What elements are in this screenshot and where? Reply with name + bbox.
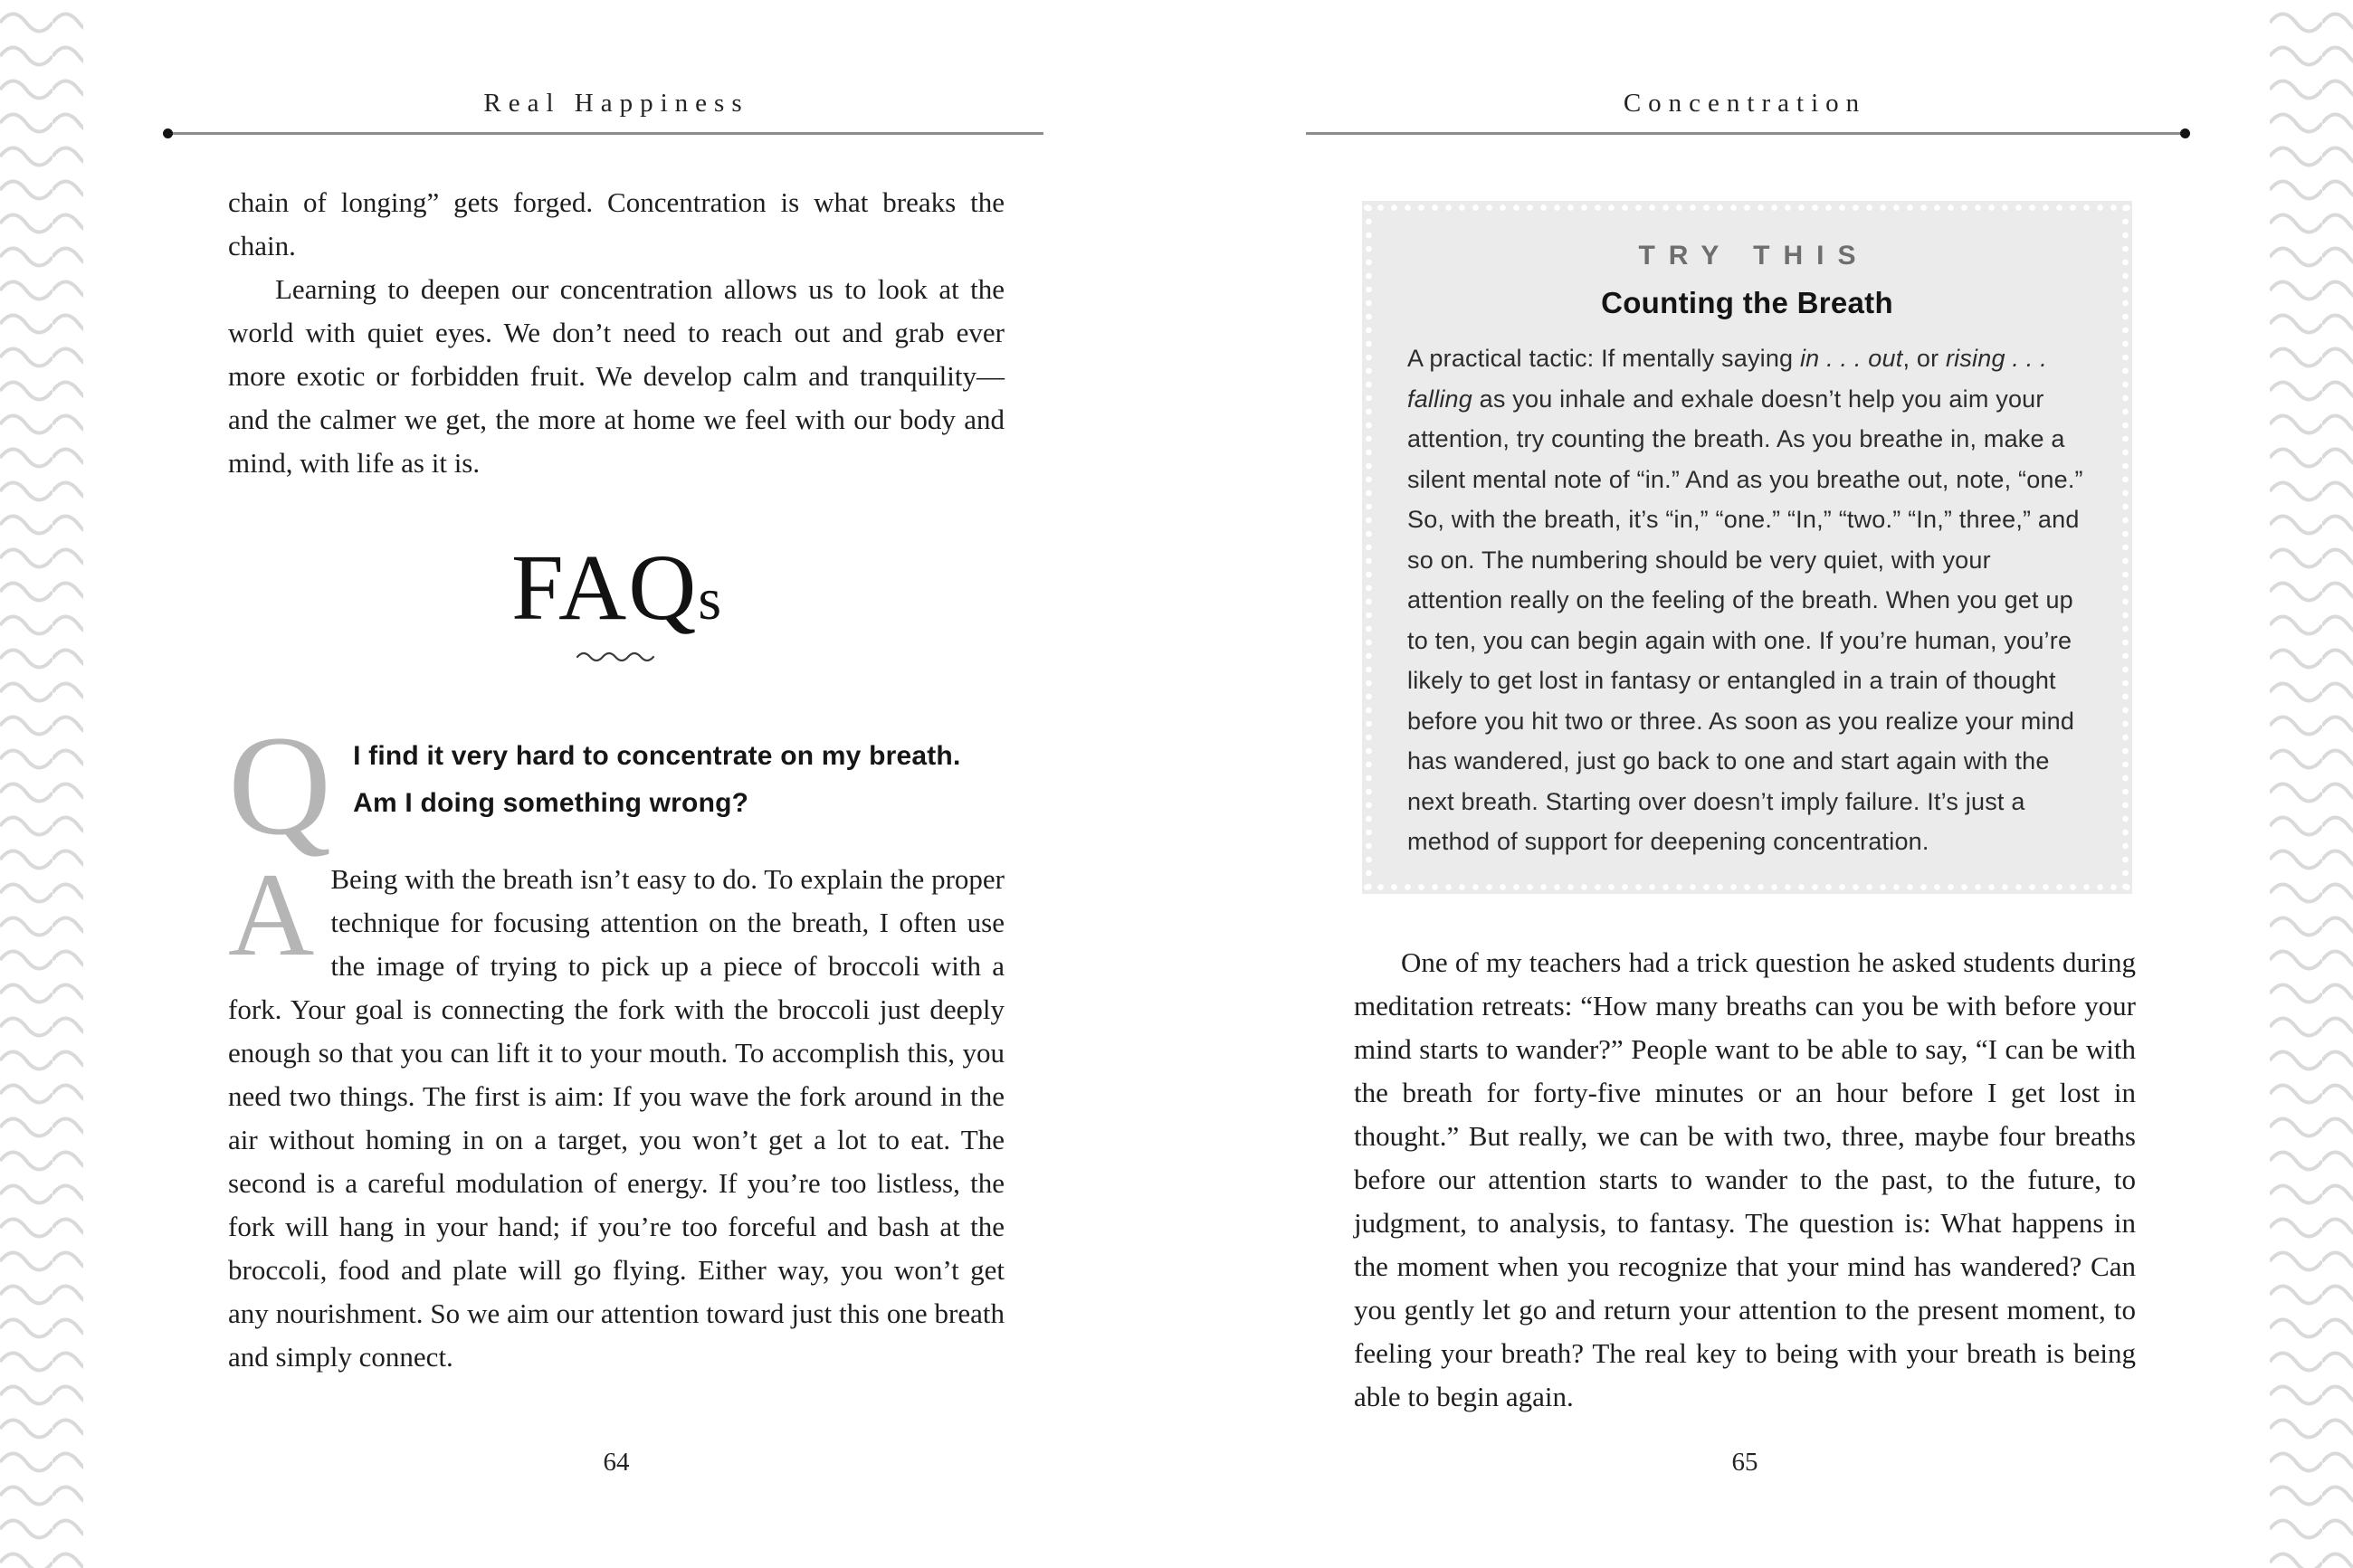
try-this-content [1362,201,2132,862]
box-dotted-border-left [1362,201,1376,894]
running-header-right: Concentration [1623,89,1867,118]
wave-pattern-svg-left [0,0,83,1568]
answer-drop-cap: A [228,848,315,981]
left-page-body [228,181,1005,485]
question-line-2: Am I doing something wrong? [353,788,749,818]
page-edge-wave-pattern-right [2270,0,2353,1568]
try-this-body: A practical tactic: If mentally saying in . . . out, or rising . . . falling as you inhale and exhale doesn’t help you aim your attention, try counting the breath. As you breathe in, make a silent mental note of “in.” And as you breathe out, note, “one.” So, with the breath, it’s “in,” “one.” “In,” “two.” “In,” three,” and so on. The numbering should be very quiet, with your attention really on the feeling of the breath. When you get up to ten, you can begin again with one. If you’re human, you’re likely to get lost in fantasy or entangled in a train of thought before you hit two or three. As soon as you realize your mind has wandered, just go back to one and start again with the next breath. Starting over doesn’t imply failure. It’s just a method of support for deepening concentration. [1407,345,2083,855]
box-dotted-border-top [1362,201,2132,214]
question-text [353,720,960,851]
page-number-left: 64 [603,1448,630,1477]
right-page [1176,0,2270,1568]
try-this-title: Counting the Breath [1601,286,1893,319]
paragraph-teachers: One of my teachers had a trick question he asked students during meditation retreats: “How many breaths can you be with before your mind starts to wander?” People want to be able to say, “I can be with the breath for forty-five minutes or an hour before I get lost in thought.” But really, we can be with two, three, maybe four breaths before our attention starts to wander to the past, to the future, to judgment, to analysis, to fantasy. The question is: What happens in the moment when you recognize that your mind has wandered? Can you gently let go and return your attention to the present moment, to feeling your breath? The real key to being with your breath is being able to begin again. [1354,946,2136,1412]
question-drop-cap: Q [228,707,332,865]
faq-heading-text: FAQ [510,536,699,640]
rule-end-dot-right [2180,128,2190,138]
right-page-body [1354,941,2136,1419]
rule-end-dot-left [163,128,173,138]
answer-text: Being with the breath isn’t easy to do. To explain the proper technique for focusing attention on the breath, I often use the image of trying to pick up a piece of broccoli with a fork. Your goal is connecting the fork with the broccoli just deeply enough so that you can lift it to your mouth. To accomplish this, you need two things. The first is aim: If you wave the fork around in the air without homing in on a target, you won’t get a lot to eat. The second is a careful modulation of energy. If you’re too listless, the fork will hang in your hand; if you’re too forceful and bash at the broccoli, food and plate will go flying. Either way, you won’t get any nourishment. So we aim our attention toward just this one breath and simply connect. [228,863,1005,1373]
left-page [83,0,1176,1568]
wave-pattern-svg-right [2270,0,2353,1568]
answer-paragraph [228,848,1005,1379]
paragraph-learning: Learning to deepen our concentration allows us to look at the world with quiet eyes. We don’t need to reach out and grab ever more exotic or forbidden fruit. We develop calm and tranquility—and the calmer we get, the more at home we feel with our body and mind, with life as it is. [228,273,1005,479]
squiggle-ornament [575,648,658,662]
paragraph-continuation: chain of longing” gets forged. Concentration is what breaks the chain. [228,186,1005,261]
page-number-right: 65 [1731,1448,1758,1477]
box-dotted-border-bottom [1362,880,2132,894]
faq-heading-small-s: s [698,566,722,632]
try-this-label: TRY THIS [1638,241,1870,271]
header-rule-right [1306,132,2187,135]
try-this-box [1362,201,2132,894]
page-edge-wave-pattern-left [0,0,83,1568]
box-dotted-border-right [2119,201,2132,894]
running-header-left: Real Happiness [483,89,749,118]
faq-section-heading [228,536,1005,662]
faq-question-block [228,707,1005,865]
question-line-1: I find it very hard to concentrate on my breath. [353,741,961,771]
header-rule-left [166,132,1043,135]
faq-answer-block [228,848,1005,1379]
